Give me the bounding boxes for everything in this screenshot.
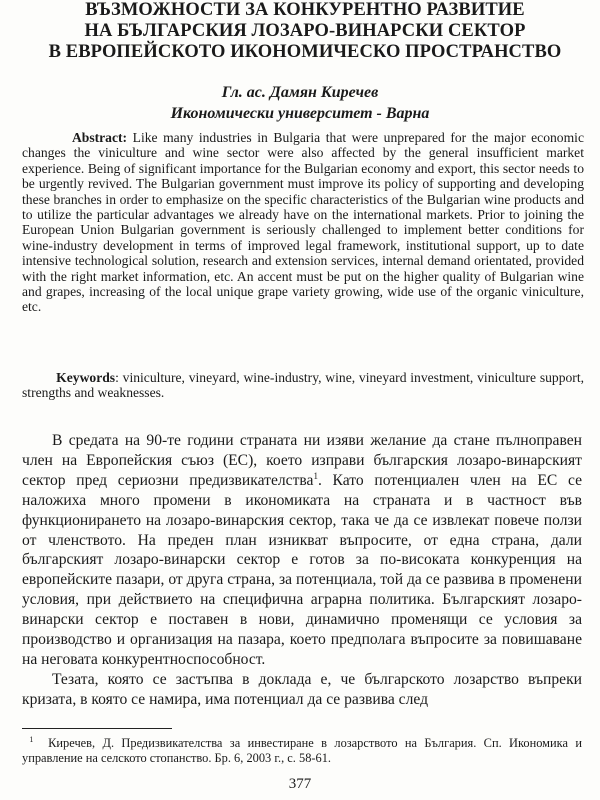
body-text <box>22 431 582 710</box>
footnote-text: Киречев, Д. Предизвикателства за инвестиране в лозарството на България. Сп. Икономика и управление на селското стопанство. Бр. 6, 2003 г., с. 58-61. <box>22 736 582 765</box>
body-paragraph-1 <box>22 431 582 670</box>
title-line-3: В ЕВРОПЕЙСКОТО ИКОНОМИЧЕСКО ПРОСТРАНСТВО <box>48 42 562 62</box>
abstract <box>22 130 584 315</box>
title-line-2: НА БЪЛГАРСКИЯ ЛОЗАРО-ВИНАРСКИ СЕКТОР <box>84 21 526 41</box>
paper-title <box>40 0 570 63</box>
title-line-1: ВЪЗМОЖНОСТИ ЗА КОНКУРЕНТНО РАЗВИТИЕ <box>85 0 525 20</box>
abstract-text: Like many industries in Bulgaria that were unprepared for the major economic changes the viniculture and wine sector were also affected by the general insufficient market experience. Being of significant importance for the Bulgarian economy and export, this sector needs to be urgently revived. The Bulgarian government must improve its policy of supporting and developing these branches in order to emphasize on the specific characteristics of the Bulgarian wine products and to utilize the particular advantages we already have on the international markets. Prior to joining the European Union Bulgarian government is seriously challenged to implement better conditions for wine-industry development in terms of improved legal framework, institutional support, up to date intensive technological solution, research and extension services, internal demand orientated, provided with the right market information, etc. An accent must be put on the higher quality of Bulgarian wine and grapes, increasing of the local unique grape variety growing, wide use of the organic viniculture, etc. <box>22 130 584 315</box>
body-paragraph-2: Тезата, която се застъпва в доклада е, че българското лозарство въпреки кризата, в която се намира, има потенциал да се развива след <box>22 670 582 708</box>
footnote <box>22 736 582 766</box>
keywords-text: : viniculture, vineyard, wine-industry, wine, vineyard investment, viniculture support, strengths and weaknesses. <box>22 370 584 401</box>
keywords <box>22 370 584 401</box>
keywords-label: Keywords <box>56 370 116 385</box>
body-paragraph-1-part-b: . Като потенциален член на ЕС се наложиха много промени в икономиката на страната и в частност във функционирането на лозаро-винарския сектор, така че да се извлекат повече ползи от членството. На преден план изникват въпросите, от една страна, дали българският лозаро-винарски сектор е готов за по-високата конкуренция на европейските пазари, от друга страна, за потенциала, той да се развива в променени условия, при действието на специфична аграрна политика. Българският лозаро-винарски сектор е поставен в нови, динамично променящи се условия за производство и организация на пазара, което предполага въпросите за повишаване на неговата конкурентноспособност. <box>22 471 583 668</box>
footnote-marker: 1 <box>29 734 34 744</box>
footnote-divider <box>22 728 172 729</box>
author-name: Гл. ас. Дамян Киречев <box>221 84 379 101</box>
footnote-ref: 1 <box>313 470 318 481</box>
body-paragraph-1-part-a: В средата на 90-те години страната ни изяви желание да стане пълноправен член на Европейския съюз (ЕС), което изправи българския лозаро-винарският сектор пред сериозни предизвикателства <box>22 432 582 489</box>
page-number: 377 <box>288 776 312 792</box>
author-block <box>0 82 600 124</box>
author-affiliation: Икономически университет - Варна <box>170 105 430 122</box>
abstract-label: Abstract: <box>71 130 128 145</box>
